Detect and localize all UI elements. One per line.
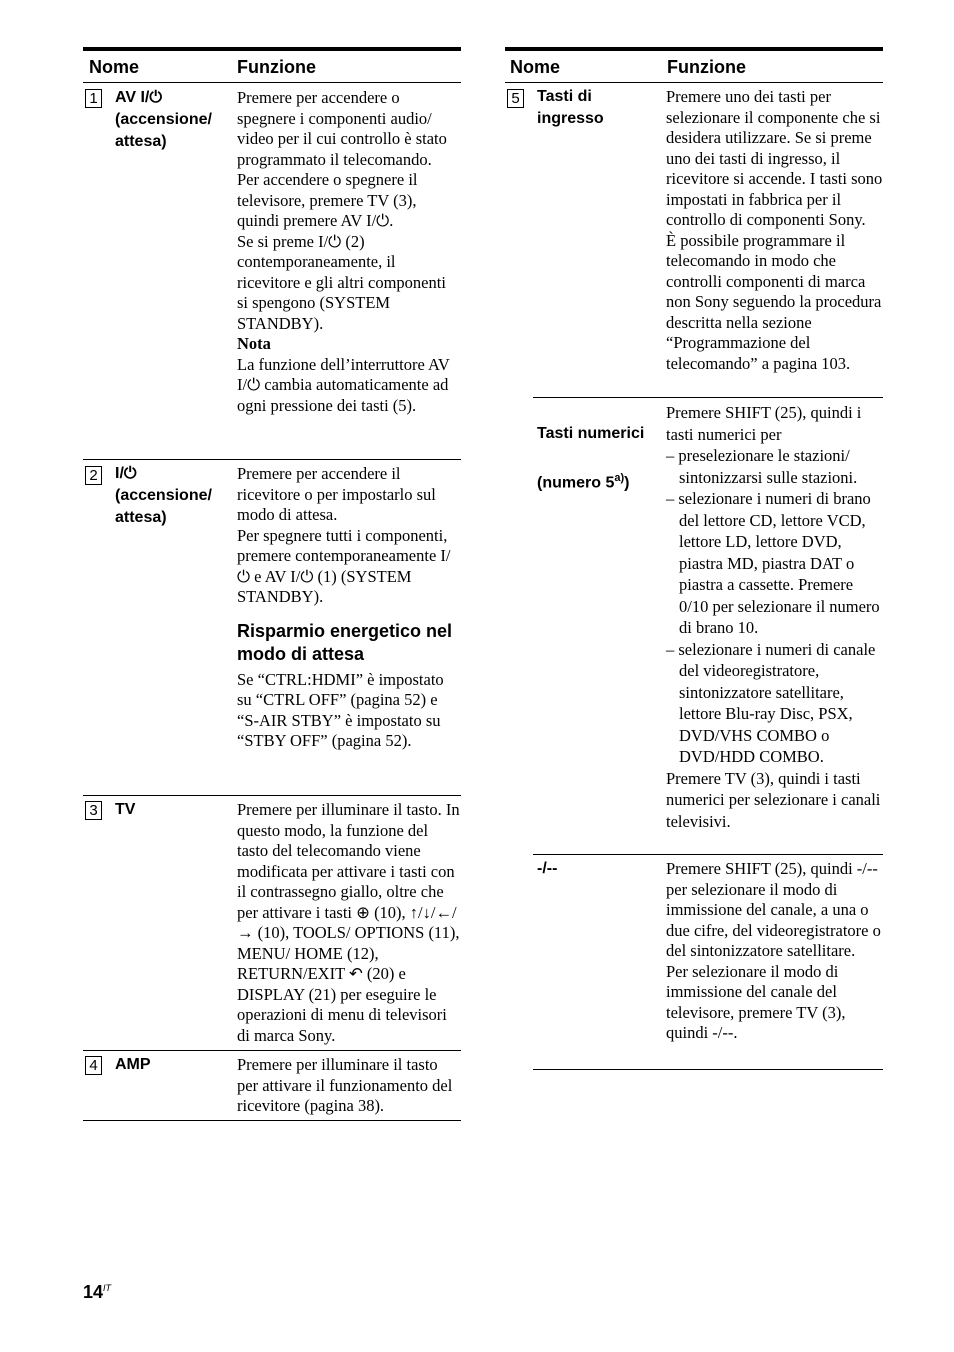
description-paragraph: Premere SHIFT (25), quindi i tasti numerici per bbox=[666, 403, 862, 444]
item-description bbox=[237, 1055, 461, 1117]
list-item: – selezionare i numeri di canale del videoregistratore, sintonizzatore satellitare, lettore Blu-ray Disc, PSX, DVD/VHS COMBO o DVD/HDD COMBO. bbox=[666, 639, 876, 766]
table-row bbox=[83, 1051, 461, 1121]
table-row bbox=[83, 83, 461, 460]
table-header bbox=[83, 47, 461, 83]
description-paragraph: Premere per accendere il ricevitore o per impostarlo sul modo di attesa. bbox=[237, 464, 436, 524]
list-item: – preselezionare le stazioni/ sintonizzarsi sulle stazioni. bbox=[666, 446, 858, 487]
item-number: 3 bbox=[85, 801, 102, 820]
item-name: I/⏻ (accensione/ attesa) bbox=[115, 465, 212, 526]
subheading-text: Se “CTRL:HDMI” è impostato su “CTRL OFF” (pagina 52) e “S-AIR STBY” è impostato su “STBY OFF” (pagina 52). bbox=[237, 669, 444, 750]
item-number: 1 bbox=[85, 89, 102, 108]
item-name: AMP bbox=[115, 1056, 151, 1073]
item-description bbox=[237, 800, 461, 1046]
item-name: TV bbox=[115, 801, 136, 818]
item-number: 4 bbox=[85, 1056, 102, 1075]
right-table bbox=[505, 47, 883, 1070]
table-row bbox=[83, 460, 461, 796]
table-row bbox=[533, 398, 883, 855]
header-name: Nome bbox=[89, 57, 140, 77]
subheading: Risparmio energetico nel modo di attesa bbox=[237, 620, 453, 664]
description-paragraph: Premere per accendere o spegnere i componenti audio/ video per il cui controllo è stato programmato il telecomando. bbox=[237, 88, 447, 169]
description-paragraph: Premere SHIFT (25), quindi -/-- per selezionare il modo di immissione del canale, a una o due cifre, del videoregistratore o del sintonizzatore satellitare. bbox=[666, 859, 881, 960]
list-item: – selezionare i numeri di brano del lettore CD, lettore VCD, lettore LD, lettore DVD, piastra MD, piastra DAT o piastra a cassette. Premere 0/10 per selezionare il numero di brano 10. bbox=[666, 489, 880, 637]
item-number: 2 bbox=[85, 466, 102, 485]
item-name: Tasti numerici (numero 5$^{a)}$) bbox=[537, 425, 645, 492]
item-number: 5 bbox=[507, 89, 524, 108]
item-name: -/-- bbox=[537, 860, 558, 877]
item-description bbox=[666, 859, 884, 1044]
item-description bbox=[666, 87, 884, 374]
description-paragraph: Per accendere o spegnere il televisore, premere TV (3), quindi premere AV I/⏻. bbox=[237, 170, 418, 230]
table-row bbox=[511, 83, 883, 398]
item-name: AV I/⏻ (accensione/ attesa) bbox=[115, 89, 212, 150]
header-function: Funzione bbox=[237, 57, 316, 77]
description-paragraph: Premere uno dei tasti per selezionare il componente che si desidera utilizzare. Se si preme uno dei tasti di ingresso, il ricevitore si accende. I tasti sono impostati in fabbrica per il controllo di componenti Sony. bbox=[666, 87, 883, 229]
item-description bbox=[237, 88, 461, 416]
note-text: La funzione dell’interruttore AV I/⏻ cambia automaticamente ad ogni pressione dei tasti (5). bbox=[237, 354, 450, 415]
item-name: Tasti di ingresso bbox=[537, 88, 604, 127]
description-paragraph: È possibile programmare il telecomando in modo che controlli componenti di marca non Sony seguendo la procedura descritta nella sezione “Programmazione del telecomando” a pagina 103. bbox=[666, 230, 882, 373]
table-row bbox=[83, 796, 461, 1051]
description-paragraph: Per selezionare il modo di immissione del canale del televisore, premere TV (3), quindi -/--. bbox=[666, 961, 846, 1042]
header-function: Funzione bbox=[667, 57, 746, 77]
description-paragraph: Premere per illuminare il tasto per attivare il funzionamento del ricevitore (pagina 38). bbox=[237, 1055, 453, 1115]
page-number: $14^{IT}$ bbox=[83, 1282, 112, 1302]
table-row bbox=[533, 855, 883, 1070]
item-description bbox=[237, 464, 461, 752]
description-paragraph: Per spegnere tutti i componenti, premere contemporaneamente I/⏻ e AV I/⏻ (1) (SYSTEM STANDBY). bbox=[237, 525, 451, 606]
header-name: Nome bbox=[510, 57, 561, 77]
item-description bbox=[666, 402, 884, 832]
description-paragraph: Premere TV (3), quindi i tasti numerici per selezionare i canali televisivi. bbox=[666, 768, 881, 831]
note-title: Nota bbox=[237, 334, 271, 353]
table-header bbox=[505, 47, 883, 83]
description-paragraph: Premere per illuminare il tasto. In questo modo, la funzione del tasto del telecomando viene modificata per attivare i tasti con il contrassegno giallo, oltre che per attivare i tasti ⊕ (10), ↑/↓/←/→ (10), TOOLS/ OPTIONS (11), MENU/ HOME (12), RETURN/EXIT ↶ (20) e DISPLAY (21) per eseguire le operazioni di menu di televisori di marca Sony. bbox=[237, 800, 460, 1045]
description-paragraph: Se si preme I/⏻ (2) contemporaneamente, il ricevitore e gli altri componenti si spengono (SYSTEM STANDBY). bbox=[237, 231, 446, 333]
left-table bbox=[83, 47, 461, 1121]
